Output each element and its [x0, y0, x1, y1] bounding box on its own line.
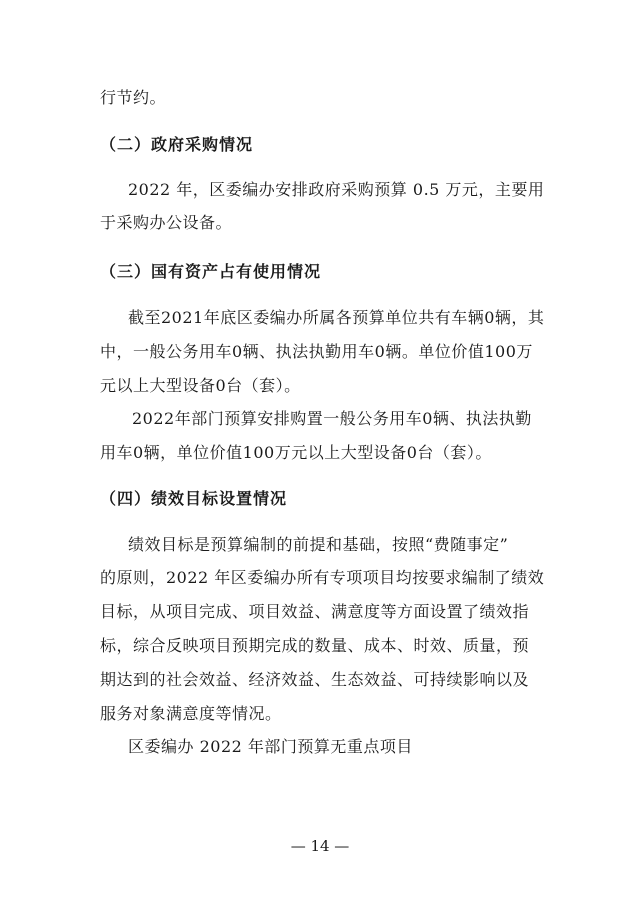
- paragraph-line: 目标，从项目完成、项目效益、满意度等方面设置了绩效指: [100, 602, 530, 621]
- paragraph-line: 行节约。: [100, 88, 167, 107]
- paragraph-line: 中，一般公务用车0辆、执法执勤用车0辆。单位价值100万: [100, 342, 533, 361]
- paragraph-line: 区委编办 2022 年部门预算无重点项目: [128, 737, 413, 756]
- paragraph-line: 期达到的社会效益、经济效益、生态效益、可持续影响以及: [100, 670, 530, 689]
- paragraph-line: 绩效目标是预算编制的前提和基础，按照“费随事定”: [128, 535, 509, 554]
- paragraph-line: 的原则，2022 年区委编办所有专项项目均按要求编制了绩效: [100, 568, 545, 587]
- paragraph-line: 于采购办公设备。: [100, 213, 233, 232]
- paragraph-line: 截至2021年底区委编办所属各预算单位共有车辆0辆，其: [128, 308, 545, 327]
- section-heading-assets: （三）国有资产占有使用情况: [100, 262, 322, 281]
- paragraph-line: 2022年部门预算安排购置一般公务用车0辆、执法执勤: [132, 409, 532, 428]
- paragraph-line: 用车0辆，单位价值100万元以上大型设备0台（套）。: [100, 443, 492, 462]
- paragraph-line: 服务对象满意度等情况。: [100, 704, 282, 723]
- section-heading-performance: （四）绩效目标设置情况: [100, 489, 288, 508]
- section-heading-procurement: （二）政府采购情况: [100, 135, 254, 154]
- paragraph-line: 元以上大型设备0台（套）。: [100, 376, 301, 395]
- paragraph-line: 2022 年，区委编办安排政府采购预算 0.5 万元，主要用: [128, 180, 545, 199]
- paragraph-line: 标，综合反映项目预期完成的数量、成本、时效、质量，预: [100, 636, 530, 655]
- page-number: — 14 —: [290, 837, 350, 855]
